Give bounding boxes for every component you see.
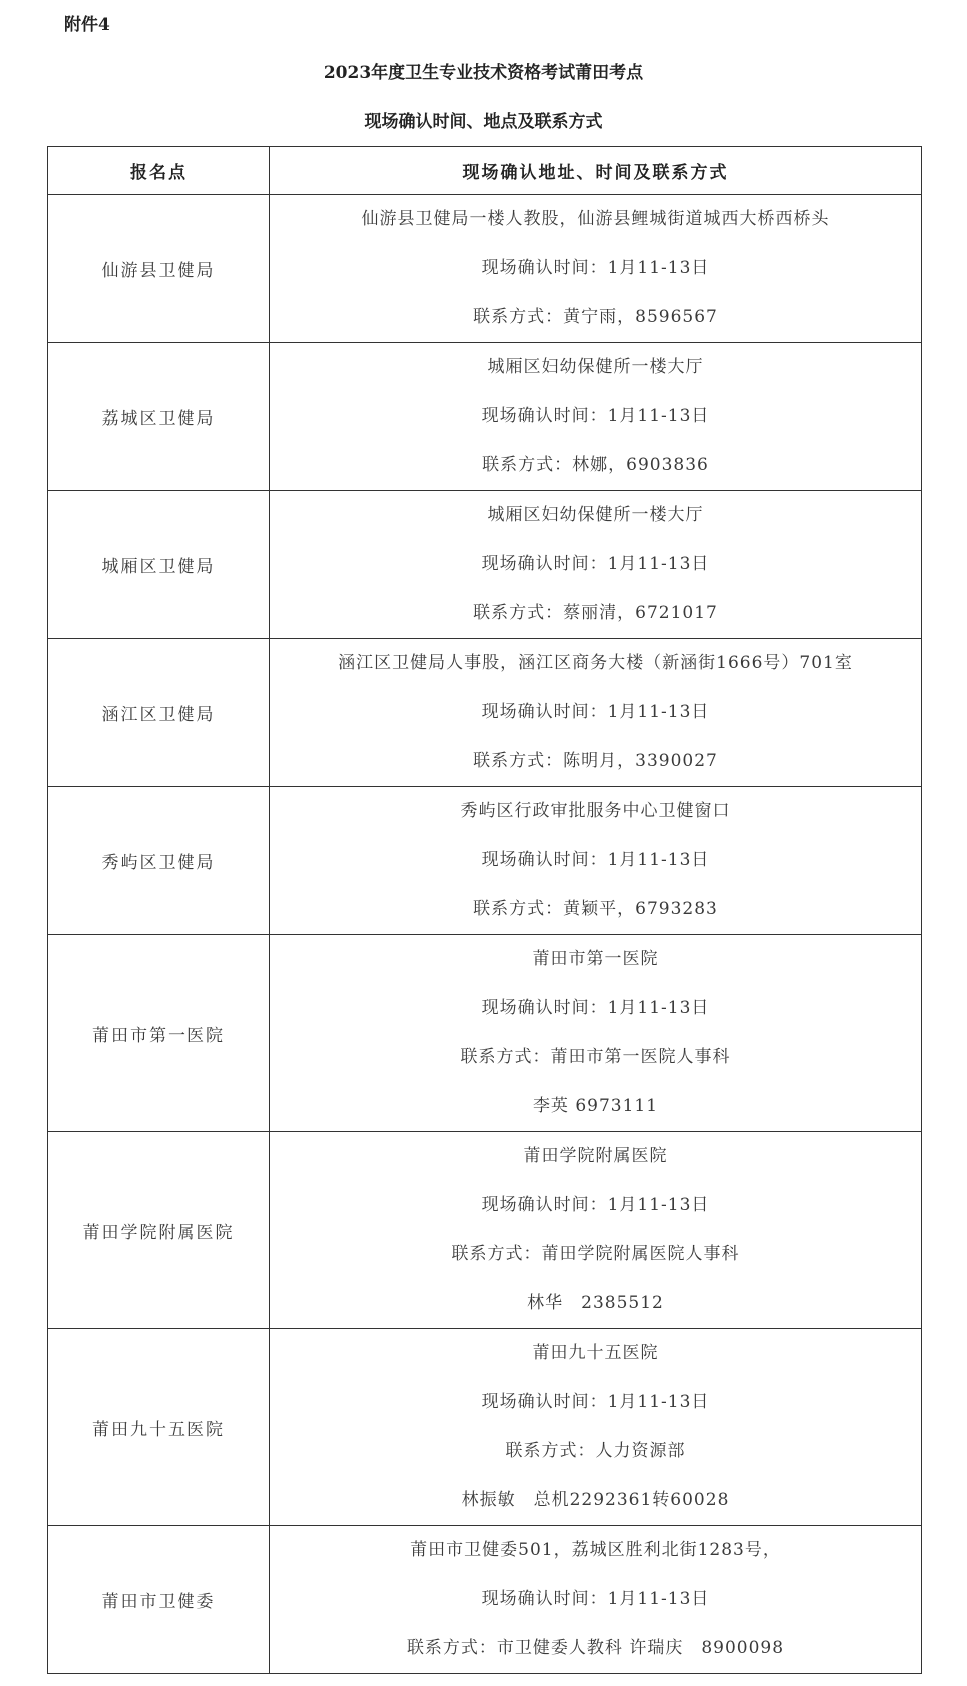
- details-cell: [270, 935, 922, 1132]
- contact-person-line: 林华 2385512: [527, 1293, 664, 1313]
- address-line: 城厢区妇幼保健所一楼大厅: [487, 505, 704, 525]
- contact-line: 联系方式：莆田学院附属医院人事科: [451, 1244, 740, 1264]
- contact-line: 联系方式：陈明月，3390027: [473, 751, 718, 771]
- document-title: 2023年度卫生专业技术资格考试莆田考点: [323, 63, 644, 83]
- registration-point: 莆田学院附属医院: [48, 1132, 270, 1329]
- time-line: 现场确认时间：1月11-13日: [481, 1589, 710, 1609]
- time-line: 现场确认时间：1月11-13日: [481, 258, 710, 278]
- details-cell: [270, 195, 922, 343]
- table-row: [48, 1329, 922, 1526]
- address-line: 莆田学院附属医院: [523, 1146, 668, 1166]
- time-line: 现场确认时间：1月11-13日: [481, 1392, 710, 1412]
- registration-point: 莆田市卫健委: [48, 1526, 270, 1674]
- address-line: 莆田市卫健委501，荔城区胜利北街1283号，: [410, 1540, 781, 1560]
- header-address-time-contact: 现场确认地址、时间及联系方式: [270, 147, 922, 195]
- contact-person-line: 李英 6973111: [532, 1096, 659, 1116]
- table-row: [48, 787, 922, 935]
- contact-line: 联系方式：蔡丽清，6721017: [473, 603, 718, 623]
- header-registration-point: 报名点: [48, 147, 270, 195]
- registration-point: 莆田市第一医院: [48, 935, 270, 1132]
- details-cell: [270, 1329, 922, 1526]
- address-line: 莆田市第一医院: [532, 949, 659, 969]
- table-row: [48, 343, 922, 491]
- contact-line: 联系方式：莆田市第一医院人事科: [460, 1047, 731, 1067]
- time-line: 现场确认时间：1月11-13日: [481, 406, 710, 426]
- address-line: 莆田九十五医院: [532, 1343, 659, 1363]
- address-line: 秀屿区行政审批服务中心卫健窗口: [460, 801, 731, 821]
- time-line: 现场确认时间：1月11-13日: [481, 1195, 710, 1215]
- address-line: 城厢区妇幼保健所一楼大厅: [487, 357, 704, 377]
- contact-line: 联系方式：黄宁雨，8596567: [473, 307, 718, 327]
- table-row: [48, 935, 922, 1132]
- registration-point: 莆田九十五医院: [48, 1329, 270, 1526]
- details-cell: [270, 343, 922, 491]
- document-subtitle: 现场确认时间、地点及联系方式: [364, 112, 603, 132]
- address-line: 涵江区卫健局人事股，涵江区商务大楼（新涵街1666号）701室: [338, 653, 853, 673]
- time-line: 现场确认时间：1月11-13日: [481, 998, 710, 1018]
- registration-point: 涵江区卫健局: [48, 639, 270, 787]
- address-line: 仙游县卫健局一楼人教股，仙游县鲤城街道城西大桥西桥头: [361, 209, 830, 229]
- registration-point: 秀屿区卫健局: [48, 787, 270, 935]
- confirmation-table: [47, 146, 922, 1674]
- time-line: 现场确认时间：1月11-13日: [481, 850, 710, 870]
- time-line: 现场确认时间：1月11-13日: [481, 554, 710, 574]
- registration-point: 仙游县卫健局: [48, 195, 270, 343]
- contact-line: 联系方式：市卫健委人教科 许瑞庆 8900098: [406, 1638, 785, 1658]
- registration-point: 荔城区卫健局: [48, 343, 270, 491]
- registration-point: 城厢区卫健局: [48, 491, 270, 639]
- attachment-label: 附件4: [64, 15, 110, 35]
- details-cell: [270, 491, 922, 639]
- table-row: [48, 1526, 922, 1674]
- contact-line: 联系方式：林娜，6903836: [482, 455, 709, 475]
- details-cell: [270, 1526, 922, 1674]
- time-line: 现场确认时间：1月11-13日: [481, 702, 710, 722]
- contact-line: 联系方式：黄颖平，6793283: [473, 899, 718, 919]
- contact-line: 联系方式：人力资源部: [505, 1441, 686, 1461]
- details-cell: [270, 1132, 922, 1329]
- details-cell: [270, 787, 922, 935]
- table-row: [48, 491, 922, 639]
- table-row: [48, 639, 922, 787]
- contact-person-line: 林振敏 总机2292361转60028: [461, 1490, 730, 1510]
- table-header-row: [48, 147, 922, 195]
- table-row: [48, 1132, 922, 1329]
- details-cell: [270, 639, 922, 787]
- table-row: [48, 195, 922, 343]
